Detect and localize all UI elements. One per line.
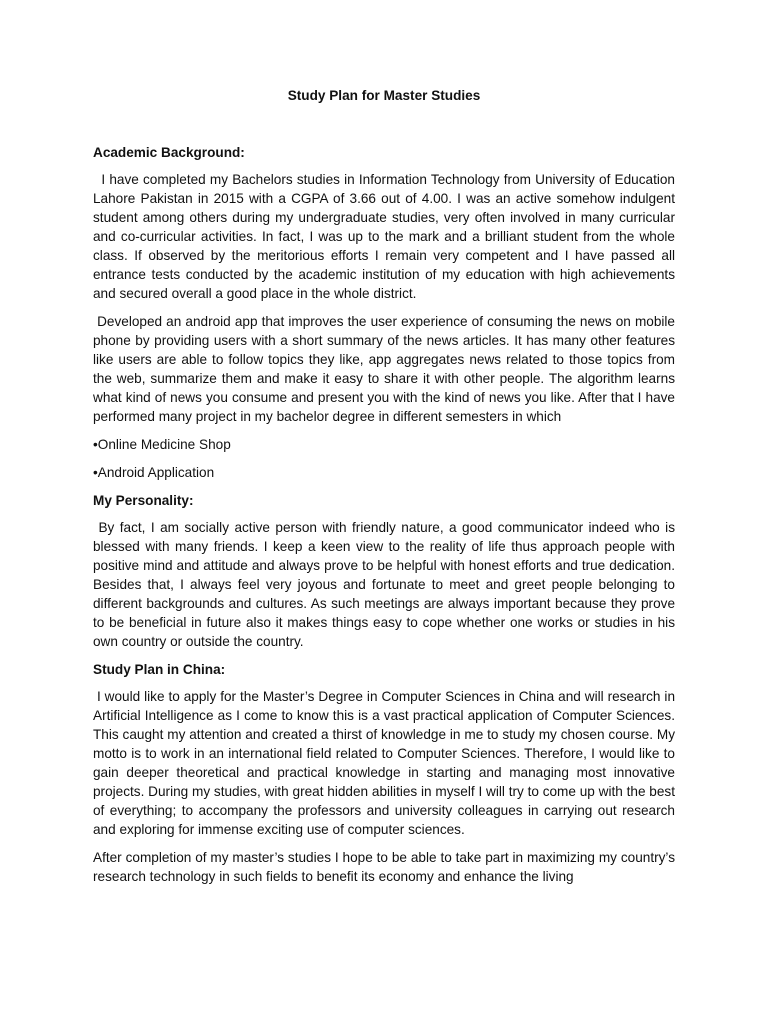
academic-paragraph-1-text: I have completed my Bachelors studies in Information Technology from University of Education Lahore Pakistan in 2015 with a CGPA of 3.66 out of 4.00. I was an active somehow indulgent student among others during my undergraduate studies, very often involved in many curricular and co-curricular activities. In fact, I was up to the mark and a brilliant student from the whole class. If observed by the meritorious efforts I remain very competent and I have passed all entrance tests conducted by the academic institution of my education with high achievements and secured overall a good place in the whole district. (93, 172, 675, 301)
my-personality-heading: My Personality: (93, 493, 194, 508)
academic-paragraph-2 (93, 312, 675, 426)
personality-paragraph (93, 518, 675, 651)
document-page (93, 86, 675, 895)
personality-paragraph-text: By fact, I am socially active person with friendly nature, a good communicator indeed who is blessed with many friends. I keep a keen view to the reality of life thus approach people with positive mind and attitude and always prove to be helpful with honest efforts and true dedication. Besides that, I always feel very joyous and fortunate to meet and greet people belonging to different backgrounds and cultures. As such meetings are always important because they prove to be beneficial in future also it makes things easy to cope whether one works or studies in his own country or outside the country. (93, 520, 675, 649)
china-paragraph-1 (93, 687, 675, 839)
document-title: Study Plan for Master Studies (287, 88, 481, 103)
china-paragraph-2: After completion of my master’s studies I hope to be able to take part in maximizing my country’s research technology in such fields to benefit its economy and enhance the living (93, 850, 675, 884)
bullet-item-online-medicine-shop: •Online Medicine Shop (93, 437, 231, 452)
bullet-item-android-application: •Android Application (93, 465, 215, 480)
academic-paragraph-1 (93, 170, 675, 303)
academic-paragraph-2-text: Developed an android app that improves the user experience of consuming the news on mobile phone by providing users with a short summary of the news articles. It has many other features like users are able to follow topics they like, app aggregates news related to those topics from the web, summarize them and make it easy to share it with other people. The algorithm learns what kind of news you consume and present you with the kind of news you like. After that I have performed many project in my bachelor degree in different semesters in which (93, 314, 675, 424)
china-paragraph-1-text: I would like to apply for the Master’s Degree in Computer Sciences in China and will research in Artificial Intelligence as I come to know this is a vast practical application of Computer Sciences. This caught my attention and created a thirst of knowledge in me to study my chosen course. My motto is to work in an international field related to Computer Sciences. Therefore, I would like to gain deeper theoretical and practical knowledge in starting and managing most innovative projects. During my studies, with great hidden abilities in myself I will try to come up with the best of everything; to accompany the professors and university colleagues in carrying out research and exploring for immense exciting use of computer sciences. (93, 689, 676, 837)
academic-background-heading: Academic Background: (93, 145, 245, 160)
study-plan-china-heading: Study Plan in China: (93, 662, 226, 677)
